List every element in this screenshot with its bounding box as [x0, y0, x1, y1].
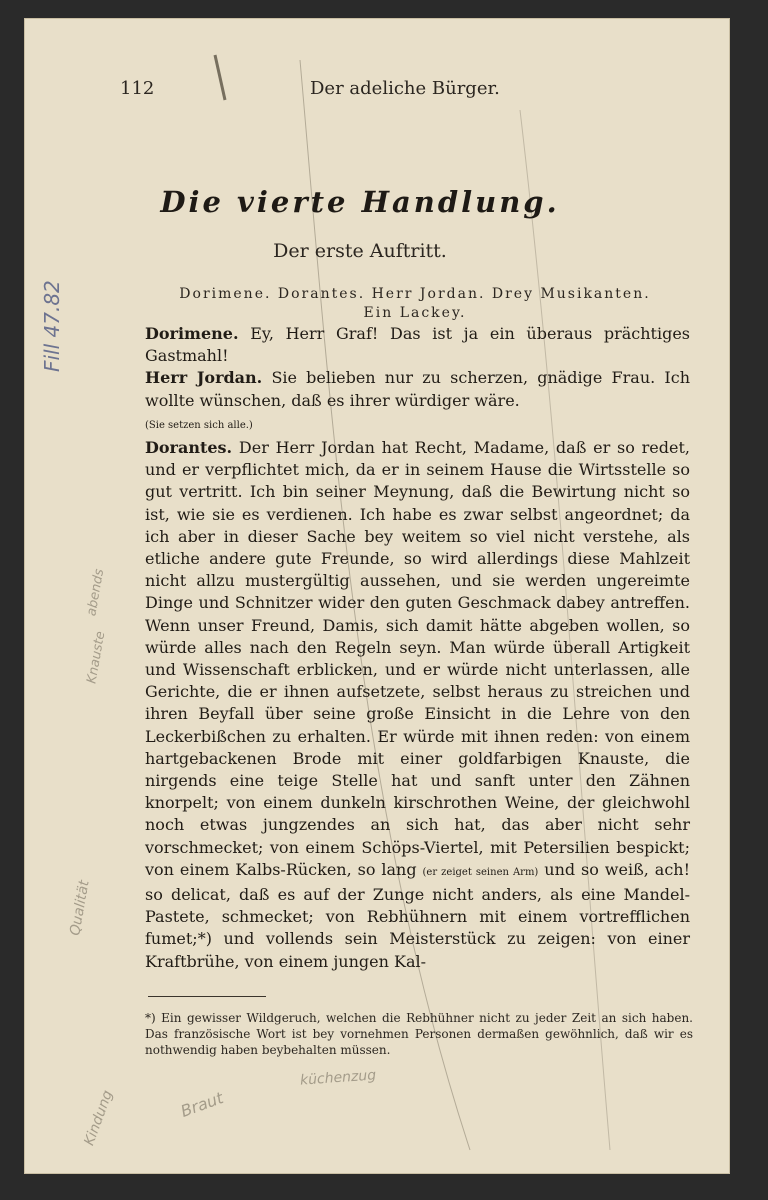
running-title: Der adeliche Bürger.	[310, 78, 500, 99]
margin-note: Kindung	[81, 1088, 117, 1148]
speech-text: Der Herr Jordan hat Recht, Madame, daß er so redet, und er verpflichtet mich, da er in seinem Hause die Wirtsstelle so gut vertritt. Ich bin seiner Meynung, daß die Bewirtung nicht so ist, wie sie es verdienen. Ich habe es zwar selbst angeordnet; da ich aber in dieser Sache bey weitem so viel nicht verstehe, als etliche andere gute Freunde, so wird allerdings diese Mahlzeit nicht allzu mustergültig aussehen, und sie werden ungereimte Dinge und Schnitzer wider den guten Geschmack dabey antreffen. Wenn unser Freund, Damis, sich damit hätte abgeben wollen, so würde alles nach den Regeln seyn. Man würde überall Artigkeit und Wissenschaft erblicken, und er würde nicht unterlassen, alle Gerichte, die er ihnen aufsetzete, selbst heraus zu streichen und ihren Beyfall über seine große Einsicht in die Lehre von den Leckerbißchen zu erhalten. Er würde mit ihnen reden: von einem hartgebackenen Brode mit einer goldfarbigen Knauste, die nirgends eine teige Stelle hat und sanft unter den Zähnen knorpelt; von einem dunkeln kirschrothen Weine, der gleichwohl noch etwas jungzendes an sich hat, das aber nicht sehr vorschmecket; von einem Schöps-Viertel, mit Petersilien bespickt; von einem Kalbs-Rücken, so lang	[145, 438, 690, 879]
speech-dorimene	[145, 323, 690, 367]
cast-list	[145, 285, 685, 323]
margin-note: Knauste	[84, 630, 109, 685]
speech-text: Ey, Herr Graf! Das ist ja ein überaus prächtiges Gastmahl!	[145, 324, 690, 366]
margin-note: Qualität	[67, 879, 93, 937]
stage-direction: (Sie setzen sich alle.)	[145, 419, 253, 431]
stage-direction: (er zeiget seinen Arm)	[422, 866, 539, 878]
scene-title: Der erste Auftritt.	[273, 240, 447, 262]
speaker-name: Dorantes.	[145, 438, 233, 458]
speaker-name: Herr Jordan.	[145, 368, 263, 388]
act-title: Die vierte Handlung.	[160, 185, 560, 219]
speech-text: Sie belieben nur zu scherzen, gnädige Frau. Ich wollte wünschen, daß es ihrer würdiger wäre.	[145, 368, 691, 410]
footnote: *) Ein gewisser Wildgeruch, welchen die Rebhühner nicht zu jeder Zeit an sich haben. Das französische Wort ist bey vornehmen Personen dermaßen gewöhnlich, daß wir es nothwendig haben beybehalten müssen.	[145, 1011, 693, 1057]
running-head	[120, 78, 600, 102]
footnote-divider	[148, 996, 266, 997]
margin-note: abends	[84, 567, 108, 618]
cast-line-1: Dorimene. Dorantes. Herr Jordan. Drey Musikanten.	[179, 286, 651, 302]
cast-line-2: Ein Lackey.	[363, 305, 467, 321]
margin-note: Braut	[178, 1088, 226, 1121]
archive-number: Fill 47.82	[40, 280, 64, 372]
speech-jordan	[145, 367, 690, 437]
speech-dorantes	[145, 437, 690, 973]
margin-note: küchenzug	[299, 1067, 377, 1089]
speaker-name: Dorimene.	[145, 324, 239, 343]
page-number: 112	[120, 78, 155, 99]
speech-text-continued: und so weiß, ach! so delicat, daß es auf der Zunge nicht anders, als eine Mandel-Pastete, schmecket; von Rebhühnern mit einem vortrefflichen fumet;*) und vollends sein Meisterstück zu zeigen: von einer Kraftbrühe, von einem jungen Kal-	[145, 859, 691, 971]
dialogue-text	[145, 323, 690, 973]
